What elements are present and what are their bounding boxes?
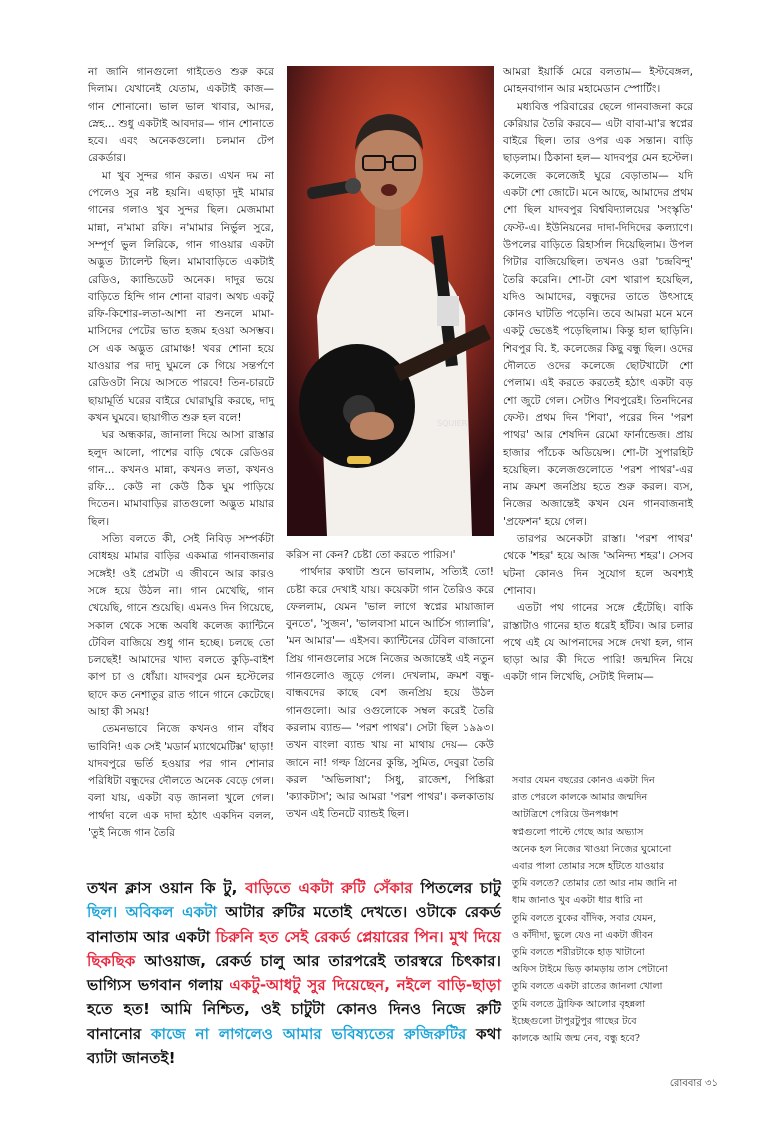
pull-quote-segment: তখন ক্লাস ওয়ান কি টু, <box>87 879 246 897</box>
col1-paragraph-4: সত্যি বলতে কী, সেই নিবিড় সম্পর্কটা বোধহয় মামার বাড়ির একমাত্র গানবাজনার সঙ্গেই! ওই প্রেমটা এ জীবনে আর কারও সঙ্গে হয়ে উঠল না। গান মেখেছি, গান খেয়েছি, গানে শুয়েছি। এমনও দিন গিয়েছে, সকাল থেকে সন্ধে অবধি কলেজ ক্যান্টিনে টেবিল বাজিয়ে শুধু গান হচ্ছে। চলছে তো চলছেই! আমাদের খাদ্য বলতে কুড়ি-বাইশ কাপ চা ও ধোঁয়া। যাদবপুর মেন হস্টেলের ছাদে কত নেশাতুর রাত গানে গানে কেটেছে। আহা কী সময়! <box>88 533 274 718</box>
poem-line: এবার পালা তোমার সঙ্গে হাঁটতে যাওয়ার <box>512 861 665 873</box>
col1-paragraph-3: ঘর অন্ধকার, জানালা দিয়ে আসা রাস্তার হলুদ আলো, পাশের বাড়ি থেকে রেডিওর গান... কখনও মান্না, কখনও লতা, কখনও রফি... কেউ না কেউ ঠিক ঘুম পাড়িয়ে দিতেন। মামাবাড়ির রাতগুলো অদ্ভুত মায়ার ছিল। <box>88 429 274 528</box>
col1-paragraph-5: তেমনভাবে নিজে কখনও গান বাঁধব ভাবিনি! এক সেই 'মডার্ন ম্যাথেমেটিক্স' ছাড়া! যাদবপুরে ভর্তি হওয়ার পর গান শোনার পরিধিটা বন্ধুদের দৌলতে অনেক বেড়ে গেল। বলা যায়, একটা বড় জানলা খুলে গেল। পার্থদা বলে এক দাদা হঠাৎ একদিন বলল, 'তুই নিজে গান তৈরি <box>88 723 274 840</box>
birthday-poem <box>512 772 712 1047</box>
pull-quote-segment-red: বাড়িতে একটা রুটি সেঁকার <box>245 879 413 897</box>
pull-quote-segment-blue: ছিল। অবিকল একটা <box>87 903 217 922</box>
poem-line: তুমি বলতে বুকের বাঁদিক, সবার যেমন, <box>512 912 657 924</box>
poem-line: অনেক হল নিজের খাওয়া নিজের ঘুমোনো <box>512 843 672 855</box>
pull-quote-segment: হতে হত! আমি নিশ্চিত, ওই চাটুটা কোনও দিনও নিজে রুটি বানানোর <box>87 1000 501 1043</box>
poem-line: ইচ্ছেগুলো টাপুরটুপুর গাছের টবে <box>512 1015 637 1027</box>
pull-quote-segment: পিতলের চাটু <box>412 879 501 897</box>
col3-paragraph-3: তারপর অনেকটা রাস্তা। 'পরশ পাথর' থেকে 'শহর' হয়ে আজ 'অনিন্দ্য শহর'। সেসব ঘটনা কোনও দিন সুযোগ হলে অবশ্যই শোনাব। <box>503 533 693 597</box>
singer-illustration <box>287 66 494 536</box>
pull-quote-segment-blue: কাজে না লাগলেও আমার ভবিষ্যতের রুজিরুটির <box>151 1024 467 1043</box>
col1-paragraph-2: মা খুব সুন্দর গান করত। এখন দম না পেলেও সুর নষ্ট হয়নি। এছাড়া দুই মামার গানের গলাও খুব সুন্দর ছিল। মেজমামা মান্না, ন'মামা রফি। ন'মামার নির্ভুল সুরে, সম্পূর্ণ ভুল লিরিকে, গান গাওয়ার একটা অদ্ভুত ট্যালেন্ট ছিল। মামাবাড়িতে একটাই রেডিও, ক্যান্ডিডেট অনেক। দাদুর ভয়ে বাড়িতে হিন্দি গান শোনা বারণ। অথচ একটু রফি-কিশোর-লতা-আশা না শুনলে মামা-মাসিদের পেটের ভাত হজম হওয়া অসম্ভব। সে এক অদ্ভুত রোমাঞ্চ! খবর শোনা হয়ে যাওয়ার পর দাদু ঘুমলে কে গিয়ে সন্তর্পণে রেডিওটা নিয়ে আসতে পারবে! তিন-চারটে ছায়ামূর্তি ঘরের বাইরে ঘোরাঘুরি করছে, দাদু কখন ঘুমবে। ছায়াগীত শুরু হল বলে! <box>88 169 274 424</box>
pull-quote-segment: আওয়াজ, রেকর্ড চালু আর তারপরেই তারস্বরে চিৎকার। ভাগ্যিস ভগবান গলায় <box>87 951 501 995</box>
poem-line: ধাম জানাও খুব একটা ধার ধারি না <box>512 895 643 907</box>
col3-paragraph-4: এতটা পথ গানের সঙ্গে হেঁটেছি। বাকি রাস্তাটাও গানের হাত ধরেই হাঁটব। আর চলার পথে এই যে আপনাদের সঙ্গে দেখা হল, গান ছাড়া আর কী দিতে পারি! জন্মদিন নিয়ে একটা গান লিখেছি, সেটাই দিলাম— <box>503 602 693 684</box>
poem-line: ও কাঁদীদা, ভুলে যেও না একটা জীবন <box>512 929 654 941</box>
poem-line: অফিস টাইমে ভিড় কামড়ায় তাস পেটানো <box>512 964 668 976</box>
guitar-brand-text: SQUIER <box>437 419 468 428</box>
poem-line: কালকে আমি জন্ম নেব, বন্ধু হবে? <box>512 1033 640 1045</box>
col2-paragraph-2: পার্থদার কথাটা শুনে ভাবলাম, সত্যিই তো! চেষ্টা করে দেখাই যায়। কয়েকটা গান তৈরিও করে ফেললাম, যেমন 'ভাল লাগে স্বপ্নের মায়াজাল বুনতে', 'সুজন', 'ভালবাসা মানে আর্চিস গ্যালারি', 'মন আমার'— এইসব। ক্যান্টিনের টেবিল বাজানো প্রিয় গানগুলোর সঙ্গে নিজের অজান্তেই এই নতুন গানগুলোও জুড়ে গেল। দেখলাম, ক্রমশ বন্ধু-বান্ধবদের কাছে বেশ জনপ্রিয় হয়ে উঠল গানগুলো। আর ওগুলোকে সম্বল করেই তৈরি করলাম ব্যান্ড— 'পরশ পাথর'। সেটা ছিল ১৯৯৩। তখন বাংলা ব্যান্ড খায় না মাথায় দেয়— কেউ জানে না! গল্ফ গ্রিনের কুন্তি, সুমিত, দেবুরা তৈরি করল 'অভিলাষা'; সিধু, রাজেশ, পিঙ্কিরা 'ক্যাকটাস'; আর আমরা 'পরশ পাথর'। কলকাতায় তখন এই তিনটে ব্যান্ডই ছিল। <box>286 566 494 821</box>
singer-photo <box>287 66 494 536</box>
poem-line: তুমি বলতে? তোমার তো আর নাম জানি না <box>512 878 678 890</box>
article-column-3 <box>503 64 693 687</box>
pull-quote-segment: কথা ব্যাটা জানতই! <box>87 1024 502 1068</box>
pull-quote <box>87 876 501 1070</box>
poem-line: স্বপ্নগুলো পাল্টে গেছে আর অভ্যাস <box>512 826 644 838</box>
pull-quote-segment-red: একটু-আধটু সুর দিয়েছেন, নইলে বাড়ি-ছাড়া <box>229 976 501 995</box>
poem-line: আটত্রিশে পেরিয়ে উনপঞ্চাশ <box>512 809 619 821</box>
article-column-2 <box>286 547 494 824</box>
poem-line: তুমি বলতে ট্রাফিক আলোর বৃহন্নলা <box>512 998 646 1010</box>
pull-quote-segment-red: চিরুনি হত সেই রেকর্ড প্লেয়ারের পিন। মুখ দিয়ে ছিকছিক <box>87 927 501 970</box>
poem-line: তুমি বলতে শরীরটাকে হাড় খাটানো <box>512 947 645 959</box>
col3-paragraph-1: আমরা ইয়ার্কি মেরে বলতাম— ইস্টবেঙ্গল, মোহনবাগান আর মহামেডান স্পোর্টিং। <box>503 66 693 96</box>
col2-paragraph-1: করিস না কেন? চেষ্টা তো করতে পারিস।' <box>286 549 456 561</box>
col1-paragraph-1: না জানি গানগুলো গাইতেও শুরু করে দিলাম। যেখানেই যেতাম, একটাই কাজ— গান শোনানো। ভাল ভাল খাবার, আদর, স্নেহ... শুধু একটাই আবদার— গান শোনাতে হবে। এবং অনেকগুলো। চলমান টেপ রেকর্ডার। <box>88 66 274 165</box>
poem-line: সবার যেমন বছরের কোনও একটা দিন <box>512 775 655 786</box>
col3-paragraph-2: মধ্যবিত্ত পরিবারের ছেলে গানবাজনা করে কেরিয়ার তৈরি করবে— এটা বাবা-মা'র স্বপ্নের বাইরে ছিল। তার ওপর এক সন্তান। বাড়ি ছাড়লাম। ঠিকানা হল— যাদবপুর মেন হস্টেল। কলেজে কলেজেই ঘুরে বেড়াতাম— যদি একটা শো জোটে। মনে আছে, আমাদের প্রথম শো ছিল যাদবপুর বিশ্ববিদ্যালয়ের 'সংস্কৃতি' ফেস্ট-এ। ইউনিয়নের দাদা-দিদিদের কল্যাণে। উপলের বাড়িতে রিহার্সাল দিয়েছিলাম। উপল গিটার বাজিয়েছিল। তখনও ওরা 'চন্দ্রবিন্দু' তৈরি করেনি। শো-টা বেশ খারাপ হয়েছিল, যদিও আমাদের, বন্ধুদের তাতে উৎসাহে কোনও ঘাটতি পড়েনি। তবে আমরা মনে মনে একটু ভেঙেই পড়েছিলাম। কিন্তু হাল ছাড়িনি। শিবপুর বি. ই. কলেজের কিছু বন্ধু ছিল। ওদের দৌলতে ওদের কলেজে ছোটখাটো শো পেলাম। এই করতে করতেই হঠাৎ একটা বড় শো জুটে গেল। সেটাও শিবপুরেই। তিনদিনের ফেস্ট। প্রথম দিন 'শিবা', পরের দিন 'পরশ পাথর' আর শেষদিন রেমো ফার্নান্ডেজ। প্রায় হাজার পাঁচেক অডিয়েন্স। শো-টা সুপারহিট হয়েছিল। কলেজগুলোতে 'পরশ পাথর'-এর নাম ক্রমশ জনপ্রিয় হতে শুরু করল। ব্যস, নিজের অজান্তেই কখন যেন গানবাজনাই 'প্রফেশন' হয়ে গেল। <box>503 100 693 528</box>
poem-line: রাত পেরলে কালকে আমার জন্মদিন <box>512 792 648 804</box>
pull-quote-segment: আটার রুটির মতোই দেখতে। ওটাকে রেকর্ড বানাতাম আর একটা <box>87 903 501 946</box>
page-footer: রোববার ৩১ <box>669 1078 718 1089</box>
poem-line: তুমি বলতে একটা রাতের জানলা খোলা <box>512 981 663 993</box>
article-column-1 <box>88 64 274 842</box>
